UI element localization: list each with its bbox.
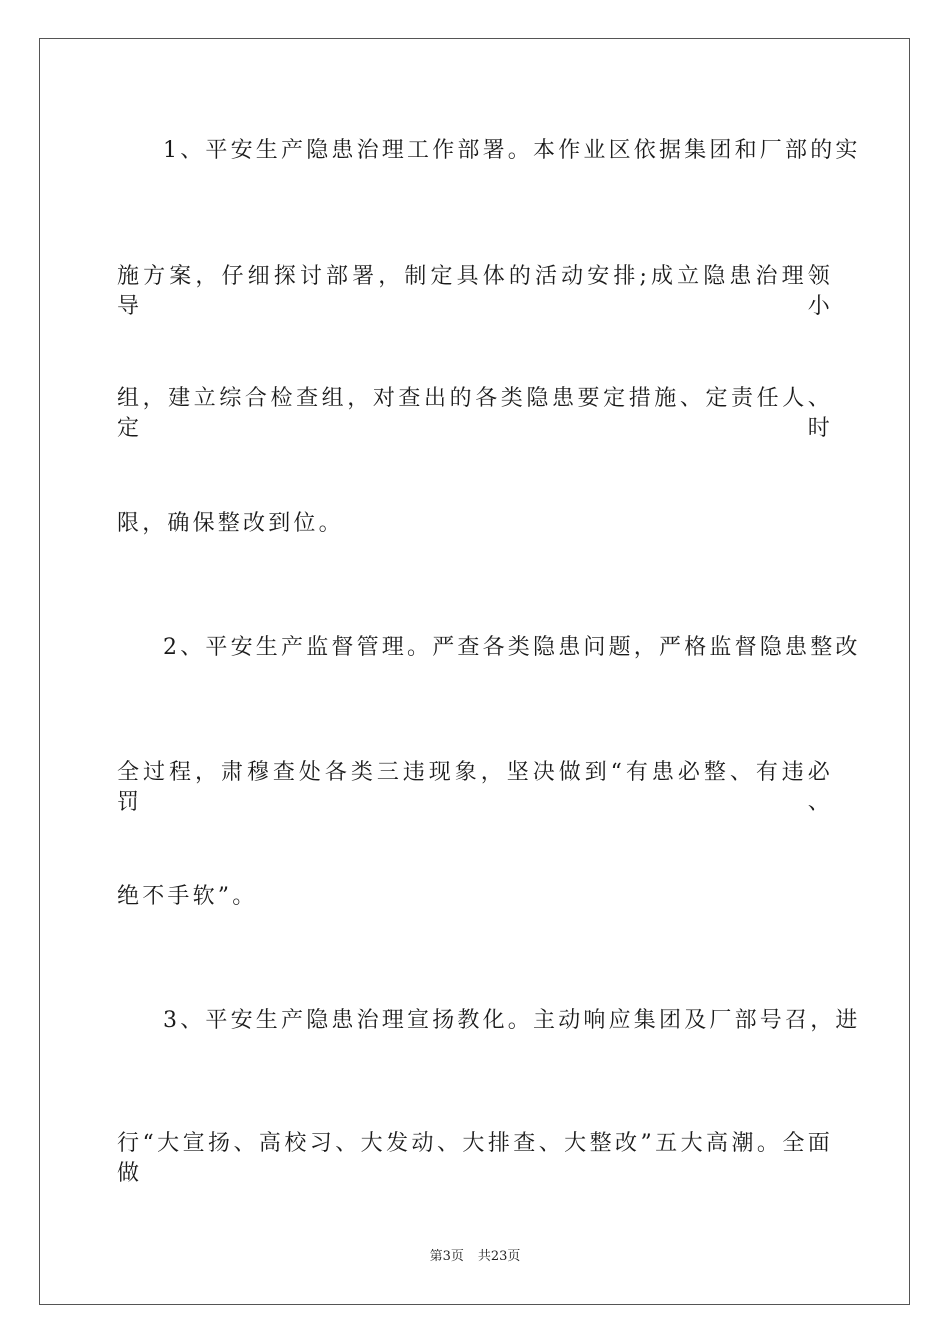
paragraph-2-line-3: 绝不手软”。 bbox=[117, 884, 258, 909]
page-number: 第3页 bbox=[429, 1249, 464, 1264]
paragraph-3-line-1: 3、平安生产隐患治理宣扬教化。主动响应集团及厂部号召，进 bbox=[163, 1008, 861, 1033]
page-total: 共23页 bbox=[477, 1249, 521, 1264]
paragraph-3-line-2: 行“大宣扬、高校习、大发动、大排查、大整改”五大高潮。全面做 bbox=[117, 1131, 833, 1186]
page-footer bbox=[0, 1248, 950, 1266]
page-border bbox=[39, 38, 910, 1305]
paragraph-2-line-1: 2、平安生产监督管理。严查各类隐患问题，严格监督隐患整改 bbox=[163, 635, 861, 660]
paragraph-1-line-1: 1、平安生产隐患治理工作部署。本作业区依据集团和厂部的实 bbox=[163, 138, 861, 163]
paragraph-1-line-2: 施方案，仔细探讨部署，制定具体的活动安排;成立隐患治理领导小 bbox=[117, 264, 833, 319]
paragraph-1-line-4: 限，确保整改到位。 bbox=[117, 511, 344, 536]
paragraph-1-line-3: 组，建立综合检查组，对查出的各类隐患要定措施、定责任人、定时 bbox=[117, 386, 833, 441]
paragraph-2-line-2: 全过程，肃穆查处各类三违现象，坚决做到“有患必整、有违必罚、 bbox=[117, 760, 833, 815]
